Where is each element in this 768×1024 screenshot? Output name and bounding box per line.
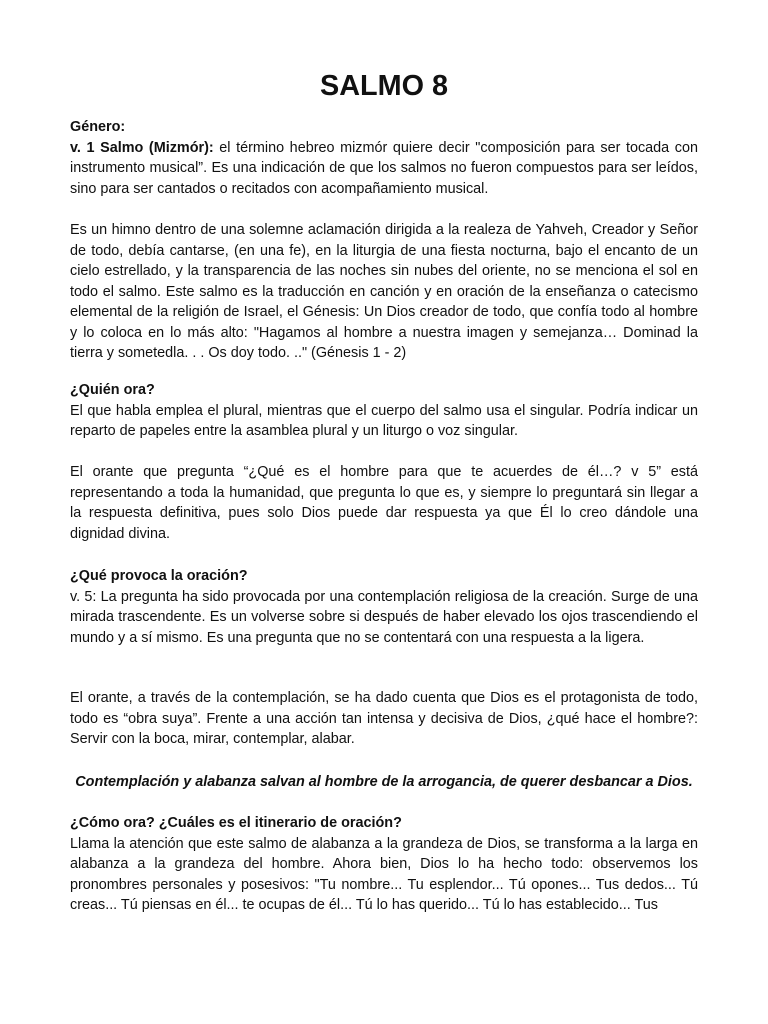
heading-genero: Género:: [70, 119, 126, 135]
genero-lead-text: el término hebreo mizmór quiere decir "composición para ser tocada con instrumento musical”. Es una indicación de que los salmos no fueron compuestos para ser leídos, sino para ser cantados o recitados con acompañamiento musical.: [70, 139, 698, 197]
como-ora-text: Llama la atención que este salmo de alabanza a la grandeza de Dios, se transforma a la larga en alabanza a la grandeza del hombre. Ahora bien, Dios lo ha hecho todo: observemos los pronombres personales y posesivos: "Tu nombre... Tu esplendor... Tú opones... Tus dedos... Tú creas... Tú piensas en él... te ocupas de él... Tú lo has querido... Tú lo has establecido... Tus: [70, 835, 698, 913]
section-quien-ora: [70, 380, 698, 442]
heading-quien-ora: ¿Quién ora?: [70, 382, 155, 398]
paragraph-contemplacion: El orante, a través de la contemplación, se ha dado cuenta que Dios es el protagonista de todo, todo es “obra suya”. Frente a una acción tan intensa y decisiva de Dios, ¿qué hace el hombre?: Servir con la boca, mirar, contemplar, alabar.: [70, 690, 698, 747]
section-genero: [70, 117, 698, 199]
section-provoca: [70, 566, 698, 648]
paragraph-himno: Es un himno dentro de una solemne aclamación dirigida a la realeza de Yahveh, Creador y Señor de todo, debía cantarse, (en una fe), en la liturgia de una fiesta nocturna, bajo el encanto de un cielo estrellado, y la transparencia de las noches sin nubes del oriente, no se menciona el sol en todo el salmo. Este salmo es la traducción en canción y en oración de la enseñanza o catecismo elemental de la religión de Israel, el Génesis: Un Dios creador de todo, que confía todo al hombre y lo coloca en lo más alto: "Hagamos al hombre a nuestra imagen y semejanza… Dominad la tierra y sometedla. . . Os doy todo. .." (Génesis 1 - 2): [70, 222, 698, 361]
paragraph-orante: El orante que pregunta “¿Qué es el hombre para que te acuerdes de él…? v 5” está representando a toda la humanidad, que pregunta lo que es, y siempre lo preguntará sin llegar a la respuesta definitiva, pues solo Dios puede dar respuesta ya que Él lo creo dándole una dignidad divina.: [70, 464, 698, 542]
genero-lead-bold: v. 1 Salmo (Mizmór):: [70, 139, 214, 156]
page-title: SALMO 8: [320, 70, 448, 102]
provoca-text: v. 5: La pregunta ha sido provocada por una contemplación religiosa de la creación. Surge de una mirada trascendente. Es un volverse sobre si después de haber elevado los ojos trascendiendo el mundo y a sí mismo. Es una pregunta que no se contentará con una respuesta a la ligera.: [70, 588, 698, 646]
heading-como-ora: ¿Cómo ora? ¿Cuáles es el itinerario de oración?: [70, 815, 402, 831]
paragraph-lema: Contemplación y alabanza salvan al hombre de la arrogancia, de querer desbancar a Dios.: [75, 774, 693, 790]
heading-provoca: ¿Qué provoca la oración?: [70, 568, 248, 584]
quien-ora-text: El que habla emplea el plural, mientras que el cuerpo del salmo usa el singular. Podría indicar un reparto de papeles entre la asamblea plural y un liturgo o voz singular.: [70, 402, 698, 439]
section-como-ora: [70, 813, 698, 916]
